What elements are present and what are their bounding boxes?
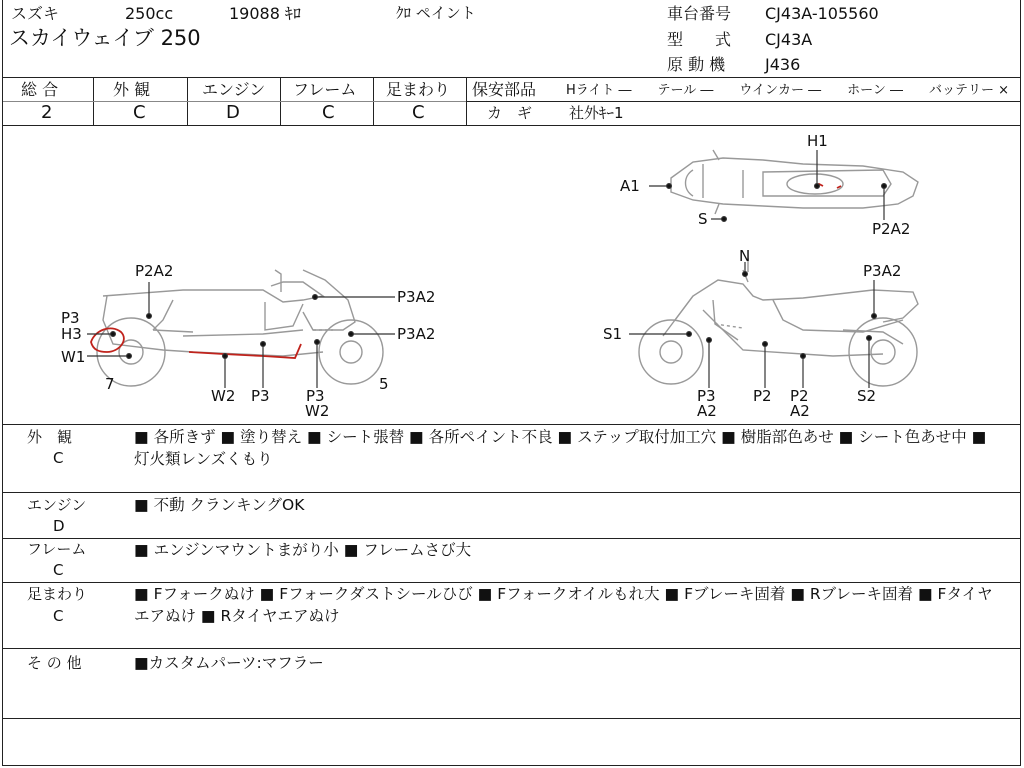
section-grade-suspension: C [53,607,64,625]
engine-label: 原 動 機 [667,55,726,74]
section-name-frame: フレーム [27,540,87,558]
label-right-n: N [739,247,751,265]
label-a1: A1 [620,177,640,195]
divider [3,424,1020,425]
key-label: カ ギ [487,104,533,122]
model-name: スカイウェイブ 250 [9,26,201,50]
top-view-bike [671,150,918,214]
label-right-p2a2-p2: P2 [790,387,809,405]
left-side-bike [97,270,383,386]
type-label: 型 式 [667,30,732,49]
chassis-value: CJ43A-105560 [765,4,879,23]
label-left-h3: H3 [61,325,82,343]
label-top-p2a2: P2A2 [872,220,911,238]
label-right-p2a2-a2: A2 [790,402,810,420]
section-text-suspension: ■ Fフォークぬけ ■ Fフォークダストシールひび ■ Fフォークオイルもれ大 ■ Fブレーキ固着 ■ Rブレーキ固着 ■ Fタイヤエアぬけ ■ Rタイヤエアぬけ [134,585,993,625]
label-right-p3a2-a2: A2 [697,402,717,420]
section-name-suspension: 足まわり [27,585,88,603]
label-left-p3a2-mid: P3A2 [397,325,436,343]
safety-label: 保安部品 [472,80,537,99]
label-left-p3w2-p3: P3 [306,387,325,405]
displacement: 250cc [125,4,174,23]
section-name-engine: エンジン [27,496,87,514]
divider [3,718,1020,719]
grade-header-exterior: 外 観 [113,80,151,99]
label-left-p3w2-w2: W2 [305,402,330,420]
mileage: 19088 ｷﾛ [229,4,301,23]
color: ｸﾛ ペイント [396,4,476,22]
label-left-p2a2: P2A2 [135,262,174,280]
grade-value-suspension: C [412,102,425,123]
label-left-p3: P3 [61,309,80,327]
label-left-5: 5 [379,375,389,393]
key-value: 社外ｷｰ1 [569,104,624,122]
label-left-w2: W2 [211,387,236,405]
divider [3,648,1020,649]
label-s: S [698,210,708,228]
label-left-7: 7 [105,375,115,393]
safety-items: Hライト ― テール ― ウインカー ― ホーン ― バッテリー × [566,83,1010,98]
grade-header-total: 総 合 [21,80,59,99]
section-text-exterior: ■ 各所きず ■ 塗り替え ■ シート張替 ■ 各所ペイント不良 ■ ステップ取付加工穴 ■ 樹脂部色あせ ■ シート色あせ中 ■ 灯火類レンズくもり [134,428,987,468]
section-grade-engine: D [53,517,65,535]
grade-header-suspension: 足まわり [386,80,451,99]
label-left-w1: W1 [61,348,86,366]
label-right-s1: S1 [603,325,623,343]
chassis-label: 車台番号 [667,4,732,23]
damage-marks [91,184,841,358]
maker: スズキ [11,4,60,23]
grade-value-exterior: C [133,102,146,123]
grade-header-engine: エンジン [202,80,266,99]
divider [3,492,1020,493]
engine-value: J436 [765,55,801,74]
section-name-exterior: 外 観 [27,428,73,446]
section-grade-exterior: C [53,449,64,467]
section-text-other: ■カスタムパーツ:マフラー [134,654,324,672]
label-left-p3-bottom: P3 [251,387,270,405]
section-name-other: そ の 他 [27,654,82,672]
grade-header-frame: フレーム [293,80,357,99]
label-left-p3a2-top: P3A2 [397,288,436,306]
label-right-s2: S2 [857,387,877,405]
grade-value-total: 2 [41,102,53,123]
label-right-p2: P2 [753,387,772,405]
section-text-engine: ■ 不動 クランキングOK [134,496,305,514]
label-h1: H1 [807,132,828,150]
label-right-p3a2: P3A2 [863,262,902,280]
section-text-frame: ■ エンジンマウントまがり小 ■ フレームさび大 [134,541,472,559]
inspection-sheet [2,0,1021,766]
grade-value-engine: D [226,102,240,123]
section-grade-frame: C [53,561,64,579]
label-right-p3a2-p3: P3 [697,387,716,405]
type-value: CJ43A [765,30,813,49]
motorcycle-diagram [3,0,1022,424]
grade-value-frame: C [322,102,335,123]
